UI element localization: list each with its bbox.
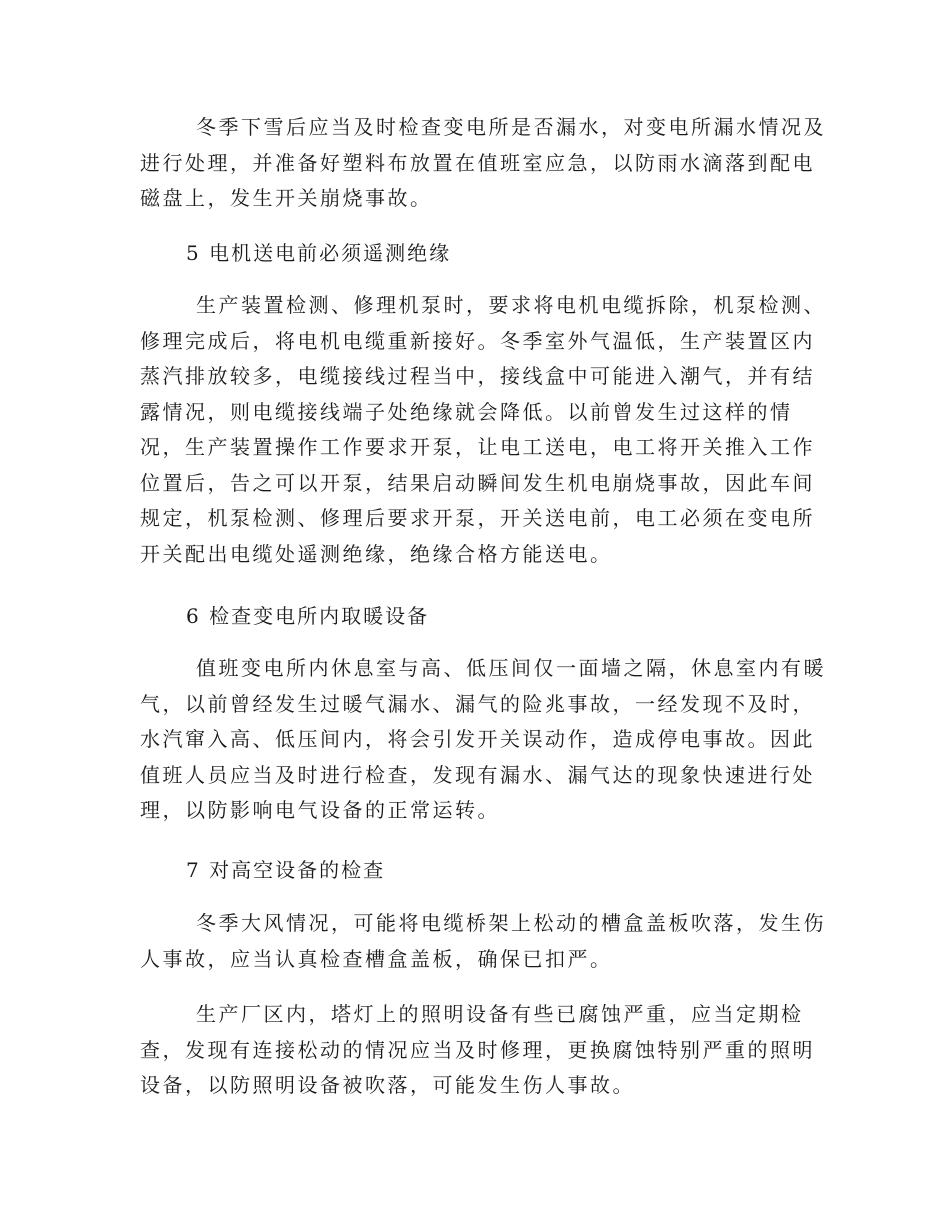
paragraph-tower-lighting	[140, 997, 815, 1104]
text-line: 修理完成后，将电机电缆重新接好。冬季室外气温低，生产装置区内	[140, 328, 815, 353]
section-heading-6: 6 检查变电所内取暖设备	[186, 604, 430, 628]
text-line: 冬季下雪后应当及时检查变电所是否漏水，对变电所漏水情况及	[196, 115, 826, 139]
text-line: 规定，机泵检测、修理后要求开泵，开关送电前，电工必须在变电所	[140, 506, 815, 530]
text-line: 磁盘上，发生开关崩烧事故。	[140, 186, 433, 210]
text-line: 值班变电所内休息室与高、低压间仅一面墙之隔，休息室内有暖	[196, 656, 826, 680]
text-line: 进行处理，并准备好塑料布放置在值班室应急，以防雨水滴落到配电	[140, 150, 815, 175]
text-line: 气，以前曾经发生过暖气漏水、漏气的险兆事故，一经发现不及时，	[140, 691, 815, 716]
text-line: 设备，以防照明设备被吹落，可能发生伤人事故。	[140, 1073, 635, 1097]
text-line: 生产装置检测、修理机泵时，要求将电机电缆拆除，机泵检测、	[196, 293, 826, 317]
text-line: 位置后，告之可以开泵，结果启动瞬间发生机电崩烧事故，因此车间	[140, 470, 815, 495]
text-line: 蒸汽排放较多，电缆接线过程当中，接线盒中可能进入潮气，并有结	[140, 364, 815, 388]
paragraph-snow-leak-check	[140, 110, 826, 217]
text-line: 开关配出电缆处遥测绝缘，绝缘合格方能送电。	[140, 541, 613, 566]
section-heading-7: 7 对高空设备的检查	[186, 858, 386, 882]
section-heading-5: 5 电机送电前必须遥测绝缘	[186, 241, 452, 265]
text-line: 生产厂区内，塔灯上的照明设备有些已腐蚀严重，应当定期检	[196, 1002, 804, 1026]
text-line: 水汽窜入高、低压间内，将会引发开关误动作，造成停电事故。因此	[140, 727, 815, 751]
text-line: 值班人员应当及时进行检查，发现有漏水、漏气达的现象快速进行处	[140, 762, 815, 787]
paragraph-heating-check	[140, 651, 826, 829]
paragraph-motor-insulation	[140, 288, 826, 572]
text-line: 理，以防影响电气设备的正常运转。	[140, 798, 500, 822]
text-line: 冬季大风情况，可能将电缆桥架上松动的槽盒盖板吹落，发生伤	[196, 911, 826, 935]
text-line: 人事故，应当认真检查槽盒盖板，确保已扣严。	[140, 946, 613, 971]
text-line: 露情况，则电缆接线端子处绝缘就会降低。以前曾发生过这样的情	[140, 399, 793, 424]
paragraph-cable-tray-cover	[140, 906, 826, 977]
text-line: 况，生产装置操作工作要求开泵，让电工送电，电工将开关推入工作	[140, 435, 815, 459]
text-line: 查，发现有连接松动的情况应当及时修理，更换腐蚀特别严重的照明	[140, 1037, 815, 1062]
